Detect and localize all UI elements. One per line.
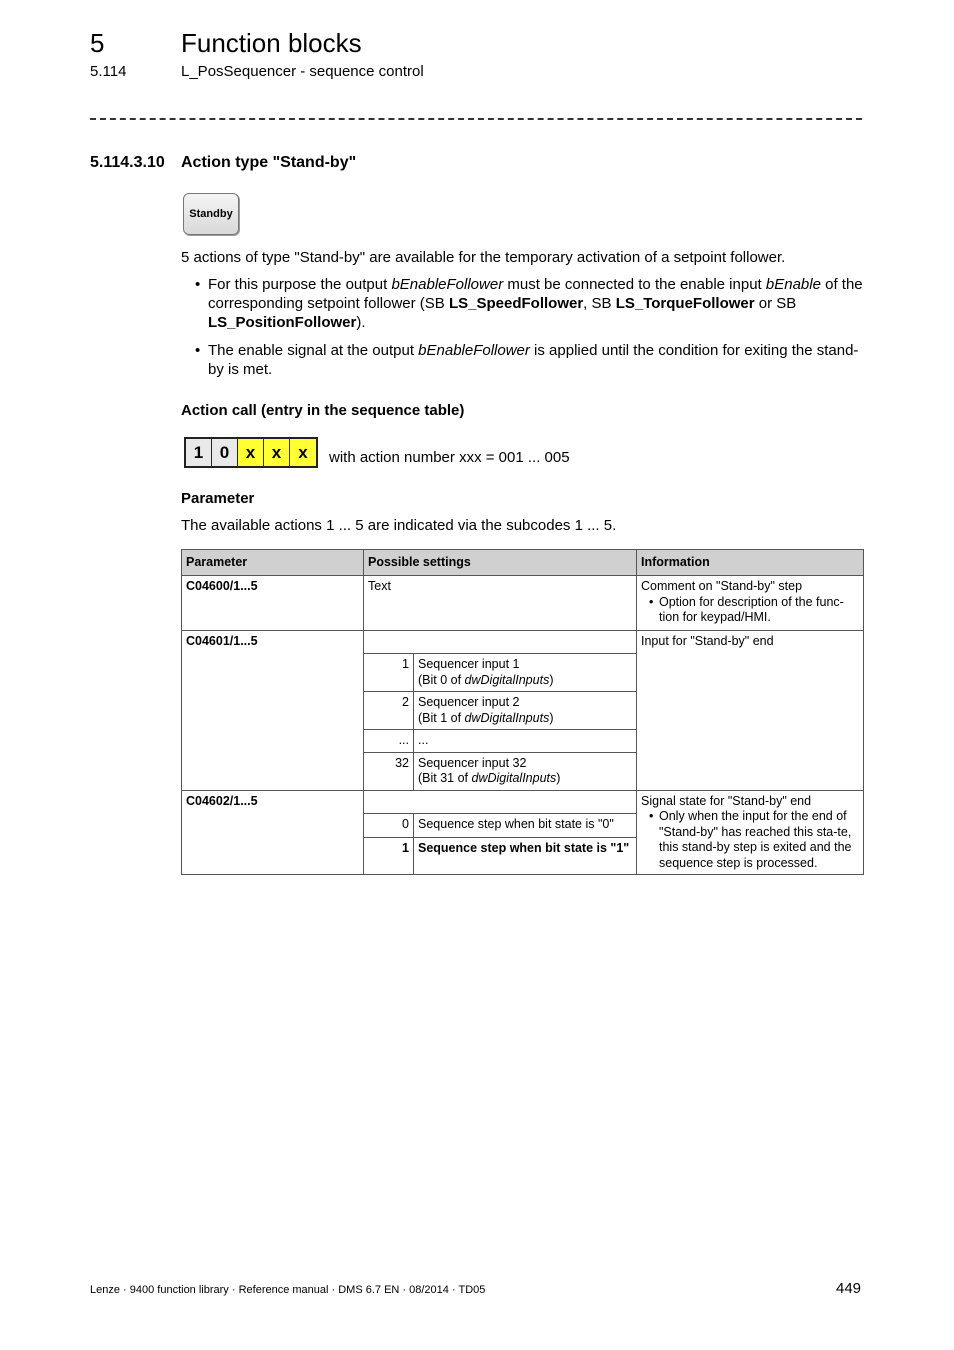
code-digit: 1 [186,439,212,466]
text-run: , SB [583,295,616,312]
standby-block-icon [183,193,239,235]
table-header-row [182,550,864,576]
signal-name: bEnable [765,276,821,293]
setting-value-default: 1 [364,838,414,875]
setting-text-default: Sequence step when bit state is "1" [414,838,637,875]
signal-name: dwDigitalInputs [471,771,557,785]
setting-value: 32 [364,752,414,790]
chapter-title: Function blocks [181,28,362,58]
text-run: (Bit 31 of [418,771,472,785]
info-cell [637,576,864,631]
text-run: is applied until the condition for exiting the stand-by is met. [208,342,859,378]
setting-line: Sequencer input 2 [418,695,520,709]
table-row [182,631,864,654]
standby-block-label: Standby [189,208,233,220]
text-run: ). [356,314,366,331]
parameter-heading: Parameter [181,490,255,507]
text-run: ) [556,771,561,785]
setting-cell: Text [364,576,637,631]
info-cell: Input for "Stand-by" end [637,631,864,791]
setting-value: 2 [364,692,414,730]
text-run: (Bit 1 of [418,710,465,725]
section-title: L_PosSequencer - sequence control [181,63,424,80]
table-row [182,576,864,631]
section-number: 5.114 [90,63,127,80]
text-run: For this purpose the output [208,276,392,293]
setting-value: 1 [364,654,414,692]
subsection-heading [90,154,356,172]
subsection-number: 5.114.3.10 [90,154,165,171]
footer-document-info: Lenze · 9400 function library · Reference manual · DMS 6.7 EN · 08/2014 · TD05 [90,1284,486,1296]
info-bullet: • Option for description of the func-tion for keypad/HMI. [641,595,859,626]
parameter-description: The available actions 1 ... 5 are indicated via the subcodes 1 ... 5. [181,517,617,534]
text-run: or SB [754,295,797,312]
setting-cell [364,790,637,813]
parameter-code: C04601/1...5 [182,631,364,791]
setting-text [414,752,637,790]
column-header: Parameter [182,550,364,576]
action-call-heading: Action call (entry in the sequence table) [181,402,465,419]
text-run: ) [549,672,554,687]
block-name: LS_TorqueFollower [615,295,755,312]
block-name: LS_SpeedFollower [448,295,584,312]
bullet-item [181,275,863,332]
block-name: LS_PositionFollower [208,314,357,331]
signal-name: bEnableFollower [418,342,530,359]
text-run: of the corresponding setpoint follower (SB [208,276,863,312]
setting-text: ... [414,730,637,753]
column-header: Information [637,550,864,576]
text-run: The enable signal at the output [208,342,419,359]
code-digit: 0 [212,439,238,466]
action-number-note: with action number xxx = 001 ... 005 [329,449,570,466]
text-run: must be connected to the enable input [503,276,766,293]
setting-text: Sequence step when bit state is "0" [414,813,637,838]
signal-name: bEnableFollower [391,276,504,293]
setting-line: Sequencer input 1 [418,657,520,671]
setting-value: ... [364,730,414,753]
parameter-table [181,549,864,875]
subsection-title: Action type "Stand-by" [181,154,357,171]
bullet-item [181,341,863,379]
setting-text [414,692,637,730]
info-text: Signal state for "Stand-by" end [641,793,812,808]
info-cell [637,790,864,875]
parameter-code: C04602/1...5 [182,790,364,875]
text-run: (Bit 0 of [418,672,465,687]
setting-value: 0 [364,813,414,838]
header-divider [90,118,862,120]
column-header: Possible settings [364,550,637,576]
signal-name: dwDigitalInputs [464,672,550,687]
signal-name: dwDigitalInputs [464,710,550,725]
setting-line: Sequencer input 32 [418,755,527,770]
parameter-code: C04600/1...5 [182,576,364,631]
setting-text [414,654,637,692]
page-number: 449 [836,1280,862,1297]
code-digit-variable: x [264,439,290,466]
intro-paragraph: 5 actions of type "Stand-by" are available for the temporary activation of a setpoint follower. [181,249,786,266]
info-text: Comment on "Stand-by" step [641,579,803,593]
chapter-number: 5 [90,28,105,58]
info-bullet: • Only when the input for the end of "Stand-by" has reached this sta-te, this stand-by step is exited and the sequence step is processed. [641,809,859,871]
bullet-list [181,275,863,388]
table-row [182,790,864,813]
code-digit-variable: x [238,439,264,466]
setting-cell [364,631,637,654]
text-run: ) [549,710,554,725]
action-code-boxes [184,437,318,468]
code-digit-variable: x [290,439,316,466]
